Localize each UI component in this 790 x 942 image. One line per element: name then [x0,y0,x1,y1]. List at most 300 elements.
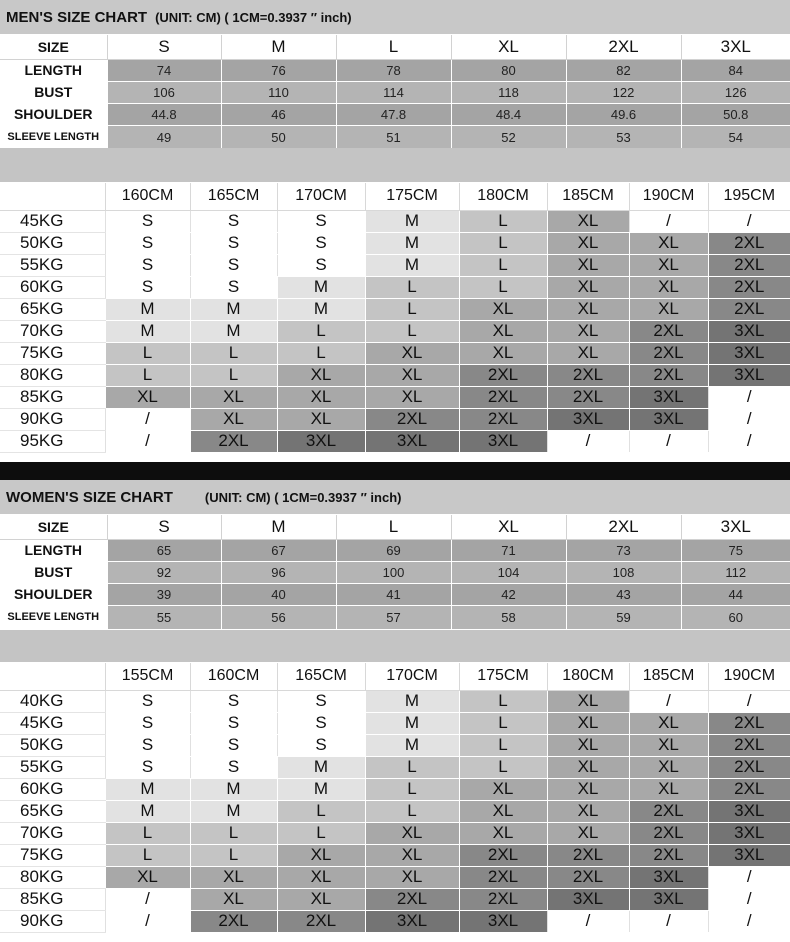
recommended-size-cell: XL [190,888,277,910]
weight-row [0,298,790,320]
recommended-size-cell: L [190,822,277,844]
weight-row [0,342,790,364]
recommended-size-cell: L [190,342,277,364]
men-separator-bar [0,148,790,182]
weight-row [0,690,790,712]
height-header-cell: 160CM [105,183,190,210]
recommended-size-cell: 3XL [708,800,790,822]
measurement-value: 59 [566,605,681,629]
recommended-size-cell: M [365,712,459,734]
recommended-size-cell: / [629,430,708,452]
size-header-cell: XL [451,515,566,539]
recommended-size-cell: L [459,756,547,778]
height-header-cell: 190CM [708,663,790,690]
recommended-size-cell: L [459,232,547,254]
size-header-cell: 2XL [566,515,681,539]
recommended-size-cell: 2XL [708,276,790,298]
measurement-label: SHOULDER [0,103,107,125]
recommended-size-cell: 3XL [629,866,708,888]
recommended-size-cell: S [105,210,190,232]
recommended-size-cell: XL [547,254,629,276]
height-header-cell: 190CM [629,183,708,210]
recommended-size-cell: S [190,232,277,254]
measurement-value: 52 [451,125,566,149]
size-header-cell: S [107,515,221,539]
recommended-size-cell: 2XL [365,888,459,910]
height-header-cell: 185CM [547,183,629,210]
recommended-size-cell: XL [547,320,629,342]
recommended-size-cell: S [105,232,190,254]
weight-row [0,822,790,844]
measurement-value: 50 [221,125,336,149]
measurement-value: 104 [451,561,566,583]
weight-label: 70KG [0,822,105,844]
recommended-size-cell: M [105,800,190,822]
measurement-value: 84 [681,59,790,81]
height-header-cell: 180CM [459,183,547,210]
recommended-size-cell: XL [190,866,277,888]
recommended-size-cell: / [105,408,190,430]
recommended-size-cell: 2XL [459,844,547,866]
height-header-cell: 165CM [277,663,365,690]
recommended-size-cell: XL [459,298,547,320]
measurement-label: SLEEVE LENGTH [0,605,107,629]
recommended-size-cell: / [547,910,629,932]
measurement-value: 110 [221,81,336,103]
measurement-value: 57 [336,605,451,629]
measurement-value: 43 [566,583,681,605]
recommended-size-cell: 2XL [459,408,547,430]
recommended-size-cell: M [105,320,190,342]
measurement-row [0,539,790,561]
weight-row [0,844,790,866]
recommended-size-cell: L [459,712,547,734]
height-header-cell: 185CM [629,663,708,690]
measurement-value: 41 [336,583,451,605]
weight-row [0,254,790,276]
recommended-size-cell: L [190,364,277,386]
recommended-size-cell: XL [629,298,708,320]
measurement-value: 40 [221,583,336,605]
size-label: SIZE [0,35,107,59]
weight-label: 95KG [0,430,105,452]
measurement-row [0,583,790,605]
recommended-size-cell: XL [459,822,547,844]
recommended-size-cell: L [365,276,459,298]
recommended-size-cell: XL [459,778,547,800]
recommended-size-cell: M [365,210,459,232]
recommended-size-cell: M [105,298,190,320]
recommended-size-cell: 3XL [708,844,790,866]
recommended-size-cell: XL [277,408,365,430]
weight-label: 85KG [0,386,105,408]
recommended-size-cell: L [105,822,190,844]
recommended-size-cell: XL [277,844,365,866]
recommended-size-cell: XL [459,800,547,822]
recommended-size-cell: XL [629,254,708,276]
men-unit-note: (UNIT: CM) ( 1CM=0.3937 ″ inch) [155,9,352,25]
measurement-value: 108 [566,561,681,583]
measurement-value: 126 [681,81,790,103]
measurement-value: 56 [221,605,336,629]
recommended-size-cell: XL [547,800,629,822]
recommended-size-cell: XL [629,232,708,254]
height-header-cell: 165CM [190,183,277,210]
recommended-size-cell: 2XL [629,364,708,386]
weight-label: 50KG [0,734,105,756]
weight-label: 50KG [0,232,105,254]
recommended-size-cell: L [105,342,190,364]
weight-label: 90KG [0,408,105,430]
recommended-size-cell: XL [547,822,629,844]
weight-label: 70KG [0,320,105,342]
weight-row [0,756,790,778]
weight-label: 55KG [0,756,105,778]
recommended-size-cell: M [277,778,365,800]
recommended-size-cell: XL [459,320,547,342]
recommended-size-cell: L [277,822,365,844]
recommended-size-cell: 3XL [459,430,547,452]
weight-label: 65KG [0,298,105,320]
recommended-size-cell: S [190,756,277,778]
height-header-cell: 170CM [277,183,365,210]
size-header-cell: M [221,515,336,539]
recommended-size-cell: M [105,778,190,800]
recommended-size-cell: / [547,430,629,452]
recommended-size-cell: 3XL [629,888,708,910]
recommended-size-cell: / [708,210,790,232]
measurement-value: 82 [566,59,681,81]
recommended-size-cell: / [708,408,790,430]
recommended-size-cell: XL [365,386,459,408]
size-header-cell: M [221,35,336,59]
recommended-size-cell: XL [190,408,277,430]
measurement-value: 42 [451,583,566,605]
recommended-size-cell: 3XL [629,408,708,430]
recommended-size-cell: 2XL [277,910,365,932]
recommended-size-cell: M [190,800,277,822]
recommended-size-cell: 2XL [708,232,790,254]
recommended-size-cell: L [459,690,547,712]
recommended-size-cell: XL [629,778,708,800]
measurement-row [0,103,790,125]
recommended-size-cell: XL [365,342,459,364]
weight-row [0,734,790,756]
measurement-value: 50.8 [681,103,790,125]
weight-row [0,910,790,932]
recommended-size-cell: S [190,210,277,232]
weight-label: 45KG [0,712,105,734]
height-header-cell: 180CM [547,663,629,690]
grid-corner [0,183,105,210]
recommended-size-cell: XL [547,778,629,800]
measurement-value: 54 [681,125,790,149]
recommended-size-cell: S [190,690,277,712]
weight-label: 45KG [0,210,105,232]
recommended-size-cell: L [277,320,365,342]
weight-label: 60KG [0,778,105,800]
recommended-size-cell: S [277,734,365,756]
women-measurement-table [0,515,790,630]
size-header-cell: XL [451,35,566,59]
section-divider [0,462,790,480]
recommended-size-cell: 2XL [190,910,277,932]
recommended-size-cell: 2XL [708,298,790,320]
recommended-size-cell: M [365,232,459,254]
recommended-size-cell: M [277,276,365,298]
recommended-size-cell: S [277,232,365,254]
recommended-size-cell: 3XL [708,342,790,364]
recommended-size-cell: M [365,254,459,276]
women-chart-title: WOMEN'S SIZE CHART [6,488,173,506]
measurement-value: 51 [336,125,451,149]
recommended-size-cell: / [105,888,190,910]
measurement-value: 53 [566,125,681,149]
recommended-size-cell: XL [547,690,629,712]
grid-corner [0,663,105,690]
recommended-size-cell: XL [365,364,459,386]
measurement-value: 96 [221,561,336,583]
measurement-value: 60 [681,605,790,629]
height-header-cell: 170CM [365,663,459,690]
measurement-row [0,81,790,103]
women-unit-note: (UNIT: CM) ( 1CM=0.3937 ″ inch) [204,489,402,505]
recommended-size-cell: L [105,844,190,866]
recommended-size-cell: L [365,320,459,342]
height-header-cell: 155CM [105,663,190,690]
recommended-size-cell: XL [547,712,629,734]
size-header-cell: L [336,515,451,539]
measurement-label: BUST [0,81,107,103]
measurement-label: SHOULDER [0,583,107,605]
recommended-size-cell: 2XL [629,320,708,342]
measurement-value: 118 [451,81,566,103]
weight-label: 55KG [0,254,105,276]
weight-label: 40KG [0,690,105,712]
weight-label: 85KG [0,888,105,910]
recommended-size-cell: L [459,254,547,276]
measurement-value: 80 [451,59,566,81]
weight-row [0,408,790,430]
recommended-size-cell: 2XL [708,734,790,756]
recommended-size-cell: 3XL [708,822,790,844]
recommended-size-cell: 3XL [708,364,790,386]
measurement-label: SLEEVE LENGTH [0,125,107,149]
measurement-value: 44 [681,583,790,605]
measurement-value: 106 [107,81,221,103]
recommended-size-cell: 2XL [629,844,708,866]
recommended-size-cell: XL [629,756,708,778]
recommended-size-cell: S [190,734,277,756]
weight-label: 75KG [0,844,105,866]
size-header-cell: 3XL [681,35,790,59]
measurement-value: 46 [221,103,336,125]
measurement-value: 74 [107,59,221,81]
recommended-size-cell: 2XL [629,822,708,844]
recommended-size-cell: M [190,298,277,320]
recommended-size-cell: 3XL [459,910,547,932]
recommended-size-cell: 2XL [459,866,547,888]
weight-label: 80KG [0,866,105,888]
recommended-size-cell: 3XL [365,430,459,452]
recommended-size-cell: XL [547,342,629,364]
recommended-size-cell: L [365,298,459,320]
recommended-size-cell: XL [459,342,547,364]
recommended-size-cell: / [708,386,790,408]
women-separator-bar [0,630,790,662]
measurement-value: 73 [566,539,681,561]
recommended-size-cell: 2XL [190,430,277,452]
recommended-size-cell: XL [190,386,277,408]
measurement-value: 47.8 [336,103,451,125]
recommended-size-cell: XL [547,734,629,756]
size-header-cell: 2XL [566,35,681,59]
recommended-size-cell: 2XL [708,778,790,800]
recommended-size-cell: S [277,254,365,276]
recommended-size-cell: XL [547,210,629,232]
recommended-size-cell: S [105,712,190,734]
weight-row [0,778,790,800]
recommended-size-cell: XL [277,364,365,386]
recommended-size-cell: / [708,888,790,910]
measurement-value: 76 [221,59,336,81]
recommended-size-cell: S [105,276,190,298]
recommended-size-cell: L [365,778,459,800]
weight-row [0,800,790,822]
measurement-value: 49.6 [566,103,681,125]
measurement-label: BUST [0,561,107,583]
weight-row [0,386,790,408]
measurement-row [0,59,790,81]
recommended-size-cell: L [459,276,547,298]
height-header-cell: 160CM [190,663,277,690]
measurement-value: 58 [451,605,566,629]
recommended-size-cell: M [277,298,365,320]
men-measurement-table [0,35,790,150]
recommended-size-cell: S [190,254,277,276]
size-label: SIZE [0,515,107,539]
recommended-size-cell: 2XL [629,342,708,364]
women-fit-grid [0,663,790,933]
recommended-size-cell: L [277,800,365,822]
measurement-value: 44.8 [107,103,221,125]
measurement-value: 65 [107,539,221,561]
measurement-value: 67 [221,539,336,561]
recommended-size-cell: XL [629,276,708,298]
measurement-value: 92 [107,561,221,583]
recommended-size-cell: L [277,342,365,364]
size-header-row [0,35,790,59]
recommended-size-cell: 2XL [547,844,629,866]
height-header-cell: 195CM [708,183,790,210]
recommended-size-cell: XL [547,232,629,254]
recommended-size-cell: XL [365,822,459,844]
weight-row [0,210,790,232]
recommended-size-cell: S [105,690,190,712]
recommended-size-cell: XL [365,844,459,866]
recommended-size-cell: L [459,210,547,232]
weight-row [0,888,790,910]
recommended-size-cell: XL [365,866,459,888]
measurement-row [0,605,790,629]
weight-row [0,866,790,888]
recommended-size-cell: XL [277,386,365,408]
size-header-row [0,515,790,539]
recommended-size-cell: 2XL [629,800,708,822]
recommended-size-cell: 2XL [708,756,790,778]
weight-label: 60KG [0,276,105,298]
recommended-size-cell: S [105,734,190,756]
measurement-value: 71 [451,539,566,561]
recommended-size-cell: S [105,756,190,778]
recommended-size-cell: XL [547,298,629,320]
measurement-value: 49 [107,125,221,149]
measurement-row [0,125,790,149]
recommended-size-cell: M [277,756,365,778]
recommended-size-cell: 3XL [708,320,790,342]
recommended-size-cell: M [190,778,277,800]
men-title-bar [0,0,790,34]
recommended-size-cell: / [629,210,708,232]
recommended-size-cell: L [365,800,459,822]
height-header-row [0,663,790,690]
measurement-value: 48.4 [451,103,566,125]
measurement-value: 100 [336,561,451,583]
recommended-size-cell: XL [105,386,190,408]
weight-row [0,276,790,298]
measurement-label: LENGTH [0,59,107,81]
measurement-label: LENGTH [0,539,107,561]
recommended-size-cell: / [708,430,790,452]
recommended-size-cell: / [708,910,790,932]
recommended-size-cell: L [365,756,459,778]
recommended-size-cell: XL [547,276,629,298]
weight-label: 90KG [0,910,105,932]
height-header-cell: 175CM [365,183,459,210]
men-fit-grid [0,183,790,453]
recommended-size-cell: / [105,430,190,452]
recommended-size-cell: M [365,690,459,712]
measurement-value: 39 [107,583,221,605]
size-header-cell: S [107,35,221,59]
recommended-size-cell: S [277,712,365,734]
recommended-size-cell: S [277,690,365,712]
recommended-size-cell: 2XL [459,386,547,408]
recommended-size-cell: S [105,254,190,276]
measurement-value: 112 [681,561,790,583]
height-header-cell: 175CM [459,663,547,690]
recommended-size-cell: 2XL [459,364,547,386]
recommended-size-cell: XL [105,866,190,888]
weight-row [0,364,790,386]
measurement-value: 114 [336,81,451,103]
recommended-size-cell: / [708,866,790,888]
weight-row [0,232,790,254]
recommended-size-cell: 2XL [459,888,547,910]
recommended-size-cell: XL [629,734,708,756]
recommended-size-cell: S [277,210,365,232]
recommended-size-cell: 3XL [629,386,708,408]
measurement-row [0,561,790,583]
weight-row [0,320,790,342]
recommended-size-cell: 2XL [708,254,790,276]
recommended-size-cell: 2XL [547,866,629,888]
recommended-size-cell: 3XL [547,888,629,910]
recommended-size-cell: L [105,364,190,386]
recommended-size-cell: 2XL [708,712,790,734]
recommended-size-cell: XL [629,712,708,734]
recommended-size-cell: XL [547,756,629,778]
